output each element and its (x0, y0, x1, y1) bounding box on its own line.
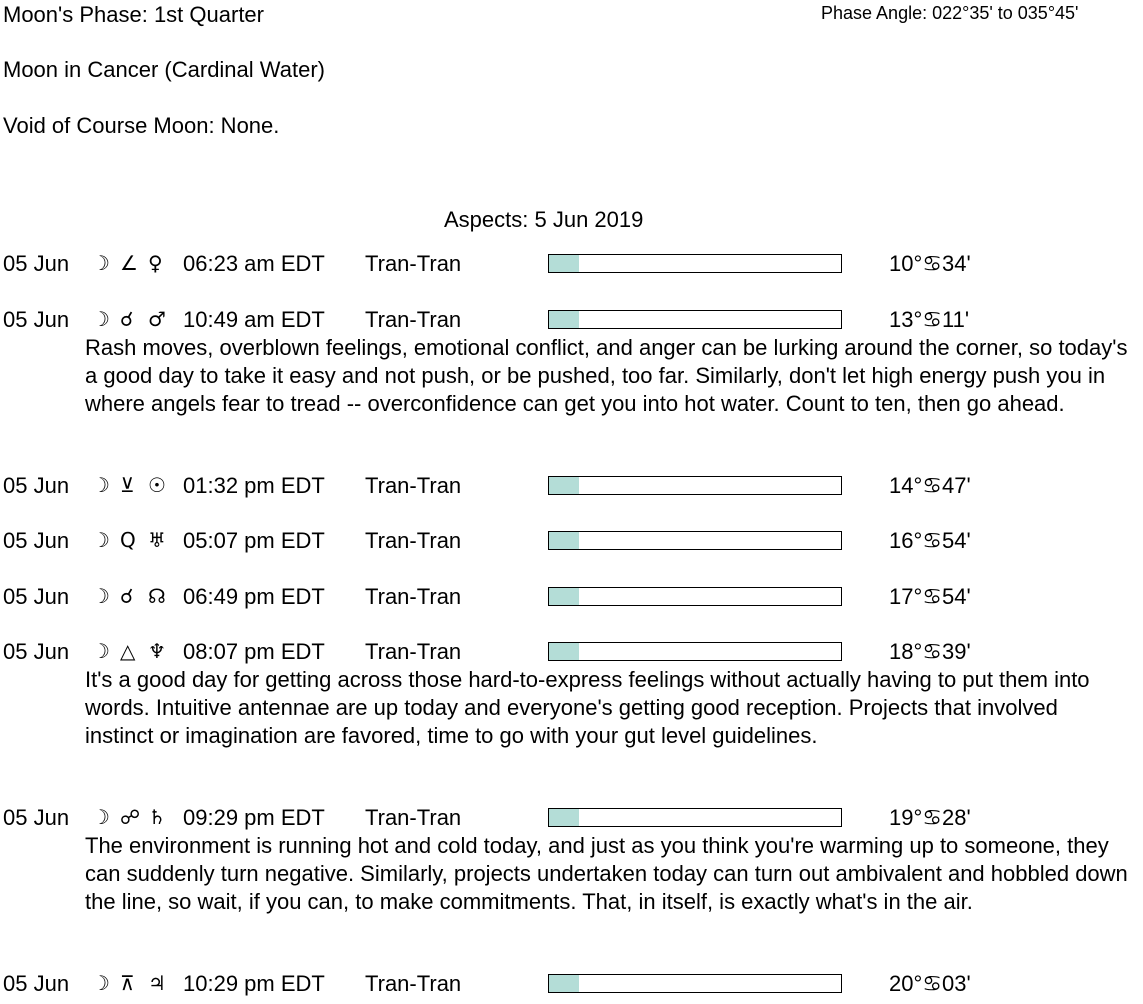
aspect-type: Tran-Tran (365, 528, 462, 553)
strength-bar-fill (549, 809, 579, 826)
moon-sign: Moon in Cancer (Cardinal Water) (3, 57, 325, 82)
aspect-date: 05 Jun (3, 307, 70, 332)
aspect-type: Tran-Tran (365, 805, 462, 830)
aspect-glyph-icon: ☍ (120, 805, 141, 829)
aspect-row (0, 307, 1143, 337)
moon-glyph-icon: ☽ (92, 528, 110, 552)
aspect-degree: 20°♋03' (889, 971, 971, 996)
aspect-time: 10:29 pm EDT (183, 971, 325, 996)
aspect-date: 05 Jun (3, 805, 70, 830)
aspect-row (0, 971, 1143, 1001)
aspect-time: 06:49 pm EDT (183, 584, 325, 609)
planet-glyph-icon: ♀ (148, 251, 163, 275)
planet-glyph-icon: ♃ (148, 971, 166, 995)
planet-glyph-icon: ♄ (148, 805, 166, 829)
aspect-date: 05 Jun (3, 584, 70, 609)
void-of-course: Void of Course Moon: None. (3, 113, 280, 138)
strength-bar (548, 476, 842, 495)
aspects-title: Aspects: 5 Jun 2019 (444, 207, 644, 232)
planet-glyph-icon: ♆ (148, 639, 166, 663)
aspect-row (0, 473, 1143, 503)
aspect-row (0, 639, 1143, 669)
strength-bar-fill (549, 975, 579, 992)
aspect-date: 05 Jun (3, 971, 70, 996)
moon-glyph-icon: ☽ (92, 639, 110, 663)
aspect-date: 05 Jun (3, 639, 70, 664)
aspect-type: Tran-Tran (365, 971, 462, 996)
aspect-row (0, 528, 1143, 558)
aspect-glyph-icon: ⊻ (120, 473, 135, 497)
moon-glyph-icon: ☽ (92, 307, 110, 331)
aspect-glyph-icon: Q (120, 528, 136, 552)
strength-bar-fill (549, 588, 579, 605)
moon-phase: Moon's Phase: 1st Quarter (3, 2, 264, 27)
aspect-time: 06:23 am EDT (183, 251, 325, 276)
strength-bar (548, 310, 842, 329)
aspect-glyph-icon: ☌ (120, 307, 134, 331)
aspect-degree: 14°♋47' (889, 473, 971, 498)
strength-bar-fill (549, 477, 579, 494)
aspect-glyph-icon: ∠ (120, 251, 138, 275)
aspect-description: It's a good day for getting across those hard-to-express feelings without actually having to put them into words. Intuitive antennae are up today and everyone's getting good reception. Projects that involved instinct or imagination are favored, time to go with your gut level guidelines. (85, 667, 1090, 748)
aspect-time: 08:07 pm EDT (183, 639, 325, 664)
aspect-time: 10:49 am EDT (183, 307, 325, 332)
planet-glyph-icon: ☉ (148, 473, 166, 497)
aspect-time: 05:07 pm EDT (183, 528, 325, 553)
aspect-time: 01:32 pm EDT (183, 473, 325, 498)
moon-glyph-icon: ☽ (92, 251, 110, 275)
aspect-degree: 13°♋11' (889, 307, 970, 332)
aspect-type: Tran-Tran (365, 473, 462, 498)
moon-glyph-icon: ☽ (92, 473, 110, 497)
aspect-date: 05 Jun (3, 473, 70, 498)
aspect-degree: 16°♋54' (889, 528, 971, 553)
strength-bar (548, 808, 842, 827)
strength-bar (548, 642, 842, 661)
moon-glyph-icon: ☽ (92, 971, 110, 995)
planet-glyph-icon: ♅ (148, 528, 166, 552)
aspect-date: 05 Jun (3, 251, 70, 276)
aspect-type: Tran-Tran (365, 251, 462, 276)
strength-bar-fill (549, 532, 579, 549)
aspect-type: Tran-Tran (365, 307, 462, 332)
aspect-description: The environment is running hot and cold today, and just as you think you're warming up to someone, they can suddenly turn negative. Similarly, projects undertaken today can turn out ambivalent and hobbled down the line, so wait, if you can, to make commitments. That, in itself, is exactly what's in the air. (85, 833, 1128, 914)
planet-glyph-icon: ♂ (148, 307, 166, 331)
aspect-row (0, 805, 1143, 835)
strength-bar (548, 531, 842, 550)
strength-bar (548, 974, 842, 993)
strength-bar-fill (549, 643, 579, 660)
aspect-date: 05 Jun (3, 528, 70, 553)
aspect-time: 09:29 pm EDT (183, 805, 325, 830)
aspect-degree: 17°♋54' (889, 584, 971, 609)
aspect-glyph-icon: ⊼ (120, 971, 135, 995)
aspect-row (0, 251, 1143, 281)
aspect-type: Tran-Tran (365, 584, 462, 609)
moon-glyph-icon: ☽ (92, 584, 110, 608)
aspect-type: Tran-Tran (365, 639, 462, 664)
aspect-glyph-icon: △ (120, 639, 136, 663)
strength-bar-fill (549, 255, 579, 272)
moon-glyph-icon: ☽ (92, 805, 110, 829)
aspect-degree: 19°♋28' (889, 805, 971, 830)
strength-bar (548, 254, 842, 273)
strength-bar-fill (549, 311, 579, 328)
aspect-degree: 10°♋34' (889, 251, 971, 276)
aspect-glyph-icon: ☌ (120, 584, 134, 608)
strength-bar (548, 587, 842, 606)
aspect-row (0, 584, 1143, 614)
planet-glyph-icon: ☊ (148, 584, 166, 608)
phase-angle: Phase Angle: 022°35' to 035°45' (821, 3, 1079, 23)
aspect-degree: 18°♋39' (889, 639, 971, 664)
aspect-description: Rash moves, overblown feelings, emotional conflict, and anger can be lurking around the corner, so today's a good day to take it easy and not push, or be pushed, too far. Similarly, don't let high energy push you in where angels fear to tread -- overconfidence can get you into hot water. Count to ten, then go ahead. (85, 335, 1128, 416)
